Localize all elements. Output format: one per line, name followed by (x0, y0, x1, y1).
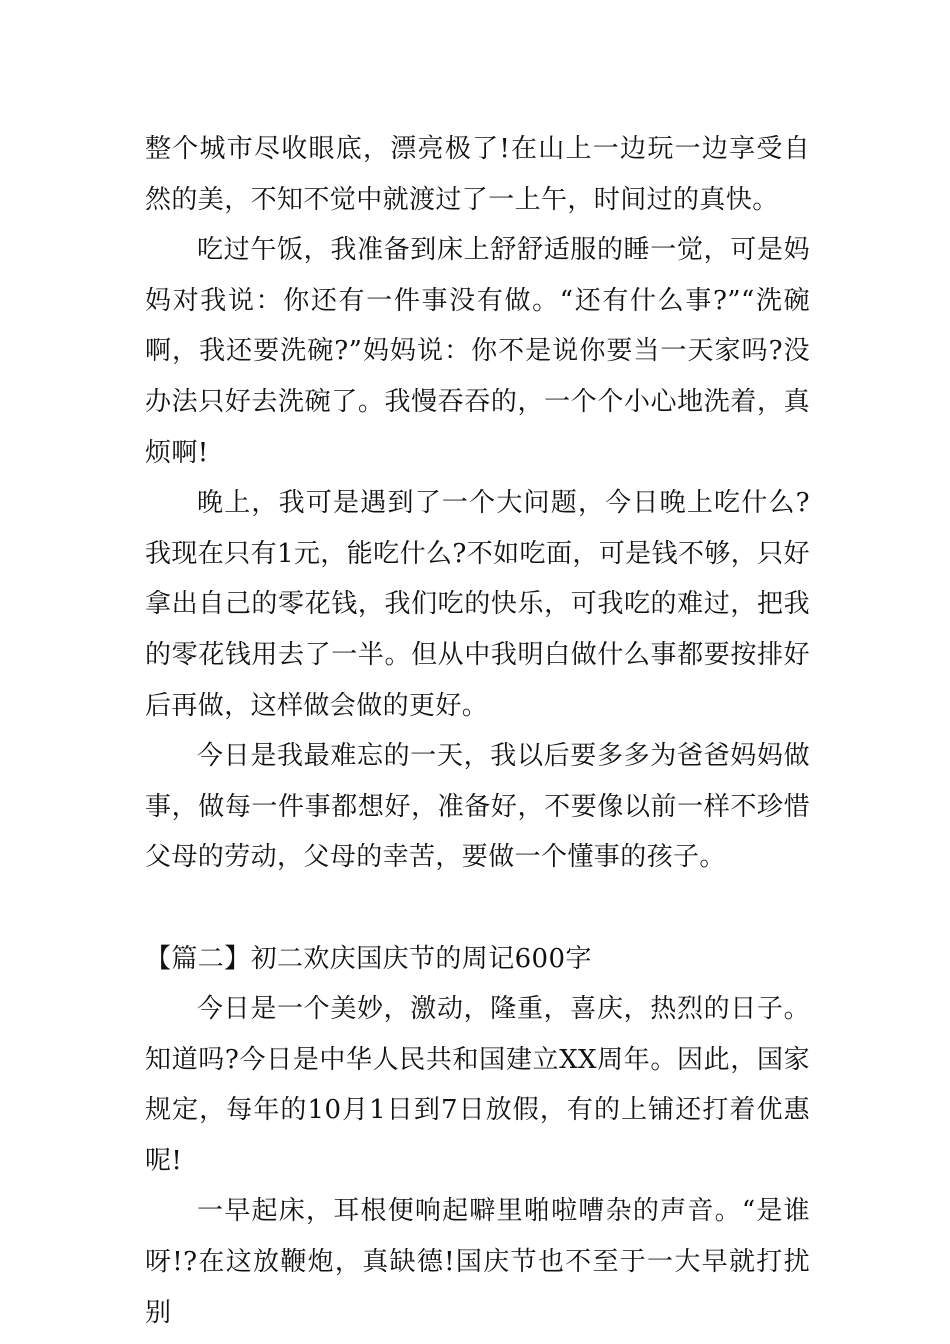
document-body (145, 124, 810, 1338)
section-title: 【篇二】初二欢庆国庆节的周记600字 (145, 943, 592, 974)
paragraph-continued: 整个城市尽收眼底，漂亮极了!在山上一边玩一边享受自然的美，不知不觉中就渡过了一上午，时间过的真快。 (145, 134, 810, 215)
paragraph-conclusion: 今日是我最难忘的一天，我以后要多多为爸爸妈妈做事，做每一件事都想好，准备好，不要像以前一样不珍惜父母的劳动，父母的幸苦，要做一个懂事的孩子。 (145, 741, 810, 873)
paragraph-national-day: 今日是一个美妙，激动，隆重，喜庆，热烈的日子。知道吗?今日是中华人民共和国建立XX周年。因此，国家规定，每年的10月1日到7日放假，有的上铺还打着优惠呢! (145, 994, 810, 1176)
paragraph-morning: 一早起床，耳根便响起噼里啪啦嘈杂的声音。“是谁呀!?在这放鞭炮，真缺德!国庆节也不至于一大早就打扰别 (145, 1196, 810, 1328)
paragraph-evening: 晚上，我可是遇到了一个大问题，今日晚上吃什么?我现在只有1元，能吃什么?不如吃面，可是钱不够，只好拿出自己的零花钱，我们吃的快乐，可我吃的难过，把我的零花钱用去了一半。但从中我明白做什么事都要按排好后再做，这样做会做的更好。 (145, 488, 810, 721)
paragraph-lunch: 吃过午饭，我准备到床上舒舒适服的睡一觉，可是妈妈对我说：你还有一件事没有做。“还有什么事?”“洗碗啊，我还要洗碗?”妈妈说：你不是说你要当一天家吗?没办法只好去洗碗了。我慢吞吞的，一个个小心地洗着，真烦啊! (145, 235, 810, 468)
